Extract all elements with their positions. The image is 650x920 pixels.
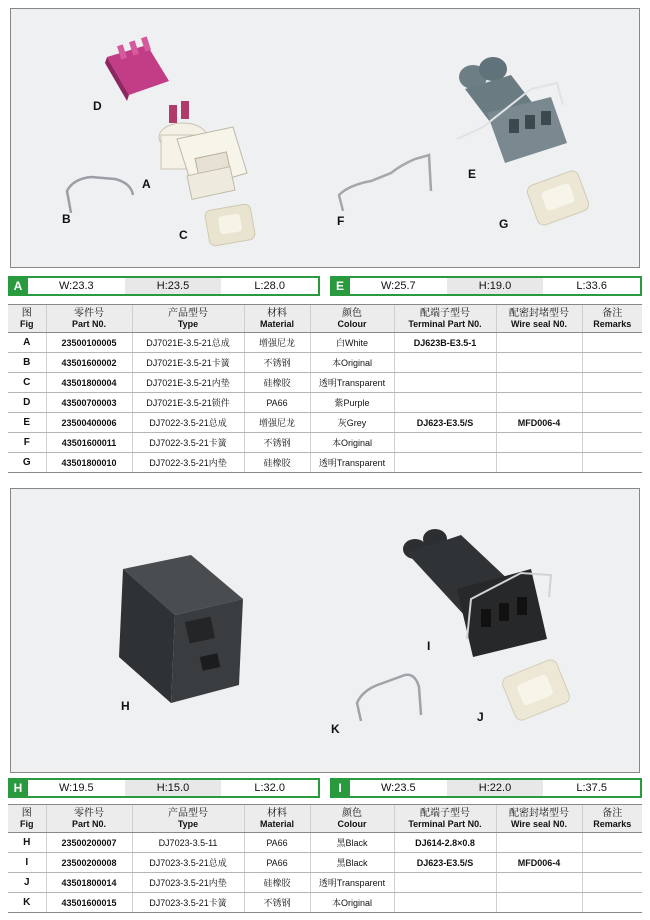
cell-fig: H xyxy=(8,833,46,853)
cell-material: 硅橡胶 xyxy=(244,373,310,393)
cell-fig: E xyxy=(8,413,46,433)
dimension-length: L:32.0 xyxy=(254,782,285,794)
cell-wire-seal: MFD006-4 xyxy=(496,413,582,433)
cell-type: DJ7021E-3.5-21卡簧 xyxy=(132,353,244,373)
cell-wire-seal xyxy=(496,393,582,413)
col-header-colour: 颜色 Colour xyxy=(310,305,394,333)
cell-type: DJ7021E-3.5-21锁件 xyxy=(132,393,244,413)
cell-colour: 本Original xyxy=(310,433,394,453)
cell-wire-seal xyxy=(496,333,582,353)
col-header-remarks: 备注 Remarks xyxy=(582,805,642,833)
cell-fig: G xyxy=(8,453,46,473)
spec-table-1 xyxy=(8,304,642,473)
cell-remarks xyxy=(582,453,642,473)
dimension-bar-h xyxy=(8,778,320,798)
dimension-height: H:15.0 xyxy=(125,780,222,796)
cell-terminal xyxy=(394,453,496,473)
part-i-connector-image xyxy=(403,529,551,657)
fig-label-k: K xyxy=(331,722,340,736)
dimension-key-e: E xyxy=(330,278,350,294)
cell-wire-seal xyxy=(496,373,582,393)
part-d-lock-image xyxy=(105,36,169,101)
cell-remarks xyxy=(582,333,642,353)
cell-part-no: 43501600011 xyxy=(46,433,132,453)
cell-wire-seal xyxy=(496,873,582,893)
cell-terminal: DJ623-E3.5/S xyxy=(394,413,496,433)
fig-label-g: G xyxy=(499,217,509,231)
cell-fig: J xyxy=(8,873,46,893)
table-header-row xyxy=(8,805,642,833)
cell-remarks xyxy=(582,433,642,453)
dimension-height: H:19.0 xyxy=(447,278,544,294)
cell-terminal: DJ623-E3.5/S xyxy=(394,853,496,873)
dimension-width: W:25.7 xyxy=(381,280,416,292)
cell-colour: 本Original xyxy=(310,893,394,913)
fig-label-j: J xyxy=(477,710,484,724)
fig-label-b: B xyxy=(62,212,71,226)
fig-label-c: C xyxy=(179,228,188,242)
cell-colour: 透明Transparent xyxy=(310,873,394,893)
dimension-bar-i xyxy=(330,778,642,798)
cell-colour: 透明Transparent xyxy=(310,373,394,393)
fig-label-d: D xyxy=(93,99,102,113)
cell-remarks xyxy=(582,853,642,873)
dimension-key-i: I xyxy=(330,780,350,796)
part-c-seal-image xyxy=(204,203,256,246)
col-header-part-no: 零件号 Part N0. xyxy=(46,305,132,333)
fig-label-a: A xyxy=(142,177,151,191)
col-header-wire-seal: 配密封堵型号 Wire seal N0. xyxy=(496,805,582,833)
cell-remarks xyxy=(582,873,642,893)
cell-colour: 黑Black xyxy=(310,833,394,853)
cell-material: 增强尼龙 xyxy=(244,333,310,353)
cell-type: DJ7023-3.5-21内垫 xyxy=(132,873,244,893)
cell-colour: 黑Black xyxy=(310,853,394,873)
col-header-fig: 图 Fig xyxy=(8,805,46,833)
cell-terminal xyxy=(394,873,496,893)
cell-type: DJ7023-3.5-21总成 xyxy=(132,853,244,873)
col-header-terminal: 配端子型号 Terminal Part N0. xyxy=(394,305,496,333)
table-row xyxy=(8,873,642,893)
part-e-connector-image xyxy=(457,57,567,163)
cell-terminal xyxy=(394,353,496,373)
table-row xyxy=(8,853,642,873)
col-header-remarks: 备注 Remarks xyxy=(582,305,642,333)
product-photo-illustration-1 xyxy=(11,9,640,268)
table-row xyxy=(8,893,642,913)
dimension-length: L:33.6 xyxy=(576,280,607,292)
cell-part-no: 23500100005 xyxy=(46,333,132,353)
cell-type: DJ7021E-3.5-21内垫 xyxy=(132,373,244,393)
col-header-part-no: 零件号 Part N0. xyxy=(46,805,132,833)
cell-terminal xyxy=(394,893,496,913)
col-header-colour: 颜色 Colour xyxy=(310,805,394,833)
dimension-key-h: H xyxy=(8,780,28,796)
cell-wire-seal xyxy=(496,353,582,373)
cell-material: 不锈钢 xyxy=(244,893,310,913)
cell-fig: I xyxy=(8,853,46,873)
cell-terminal xyxy=(394,433,496,453)
part-h-connector-image xyxy=(119,555,243,703)
cell-terminal xyxy=(394,373,496,393)
cell-part-no: 43501600015 xyxy=(46,893,132,913)
dimension-key-a: A xyxy=(8,278,28,294)
cell-remarks xyxy=(582,353,642,373)
table-row xyxy=(8,433,642,453)
product-photo-panel-1 xyxy=(10,8,640,268)
table-row xyxy=(8,373,642,393)
table-row xyxy=(8,333,642,353)
product-photo-illustration-2 xyxy=(11,489,640,773)
col-header-material: 材料 Material xyxy=(244,805,310,833)
cell-colour: 透明Transparent xyxy=(310,453,394,473)
cell-colour: 紫Purple xyxy=(310,393,394,413)
table-row xyxy=(8,393,642,413)
cell-fig: C xyxy=(8,373,46,393)
cell-fig: K xyxy=(8,893,46,913)
cell-part-no: 23500200007 xyxy=(46,833,132,853)
dimension-bar-a xyxy=(8,276,320,296)
fig-label-f: F xyxy=(337,214,345,228)
cell-type: DJ7023-3.5-21卡簧 xyxy=(132,893,244,913)
dimension-width: W:19.5 xyxy=(59,782,94,794)
cell-terminal xyxy=(394,393,496,413)
table-row xyxy=(8,453,642,473)
fig-label-i: I xyxy=(427,639,431,653)
cell-fig: F xyxy=(8,433,46,453)
col-header-wire-seal: 配密封堵型号 Wire seal N0. xyxy=(496,305,582,333)
cell-type: DJ7022-3.5-21内垫 xyxy=(132,453,244,473)
fig-label-h: H xyxy=(121,699,130,713)
cell-fig: D xyxy=(8,393,46,413)
cell-part-no: 43501800010 xyxy=(46,453,132,473)
cell-remarks xyxy=(582,833,642,853)
cell-wire-seal xyxy=(496,453,582,473)
dimension-length: L:37.5 xyxy=(576,782,607,794)
part-k-clip-image xyxy=(357,675,421,721)
cell-fig: B xyxy=(8,353,46,373)
cell-remarks xyxy=(582,413,642,433)
cell-material: 硅橡胶 xyxy=(244,873,310,893)
cell-colour: 本Original xyxy=(310,353,394,373)
part-b-clip-image xyxy=(67,177,133,213)
cell-type: DJ7021E-3.5-21总成 xyxy=(132,333,244,353)
dimension-bar-e xyxy=(330,276,642,296)
dimension-height: H:23.5 xyxy=(125,278,222,294)
cell-material: 不锈钢 xyxy=(244,353,310,373)
cell-colour: 灰Grey xyxy=(310,413,394,433)
cell-type: DJ7022-3.5-21总成 xyxy=(132,413,244,433)
spec-table-2 xyxy=(8,804,642,913)
dimension-height: H:22.0 xyxy=(447,780,544,796)
cell-wire-seal: MFD006-4 xyxy=(496,853,582,873)
cell-wire-seal xyxy=(496,433,582,453)
cell-colour: 白White xyxy=(310,333,394,353)
cell-part-no: 43501600002 xyxy=(46,353,132,373)
cell-type: DJ7023-3.5-11 xyxy=(132,833,244,853)
cell-part-no: 43500700003 xyxy=(46,393,132,413)
cell-part-no: 23500400006 xyxy=(46,413,132,433)
cell-remarks xyxy=(582,373,642,393)
part-g-seal-image xyxy=(525,169,590,227)
product-photo-panel-2 xyxy=(10,488,640,773)
cell-material: 增强尼龙 xyxy=(244,413,310,433)
cell-remarks xyxy=(582,893,642,913)
cell-material: PA66 xyxy=(244,833,310,853)
cell-material: 硅橡胶 xyxy=(244,453,310,473)
cell-part-no: 43501800004 xyxy=(46,373,132,393)
cell-terminal: DJ623B-E3.5-1 xyxy=(394,333,496,353)
table-row xyxy=(8,833,642,853)
part-j-seal-image xyxy=(500,658,571,722)
dimension-length: L:28.0 xyxy=(254,280,285,292)
cell-part-no: 43501800014 xyxy=(46,873,132,893)
dimension-width: W:23.3 xyxy=(59,280,94,292)
cell-type: DJ7022-3.5-21卡簧 xyxy=(132,433,244,453)
part-f-clip-image xyxy=(339,155,431,211)
col-header-fig: 图 Fig xyxy=(8,305,46,333)
part-a-connector-image xyxy=(159,101,247,199)
cell-material: PA66 xyxy=(244,853,310,873)
fig-label-e: E xyxy=(468,167,477,181)
dimension-width: W:23.5 xyxy=(381,782,416,794)
cell-wire-seal xyxy=(496,833,582,853)
cell-material: PA66 xyxy=(244,393,310,413)
cell-wire-seal xyxy=(496,893,582,913)
cell-material: 不锈钢 xyxy=(244,433,310,453)
col-header-type: 产品型号 Type xyxy=(132,805,244,833)
table-row xyxy=(8,353,642,373)
col-header-material: 材料 Material xyxy=(244,305,310,333)
table-header-row xyxy=(8,305,642,333)
cell-terminal: DJ614-2.8×0.8 xyxy=(394,833,496,853)
cell-remarks xyxy=(582,393,642,413)
table-row xyxy=(8,413,642,433)
col-header-type: 产品型号 Type xyxy=(132,305,244,333)
col-header-terminal: 配端子型号 Terminal Part N0. xyxy=(394,805,496,833)
cell-fig: A xyxy=(8,333,46,353)
cell-part-no: 23500200008 xyxy=(46,853,132,873)
